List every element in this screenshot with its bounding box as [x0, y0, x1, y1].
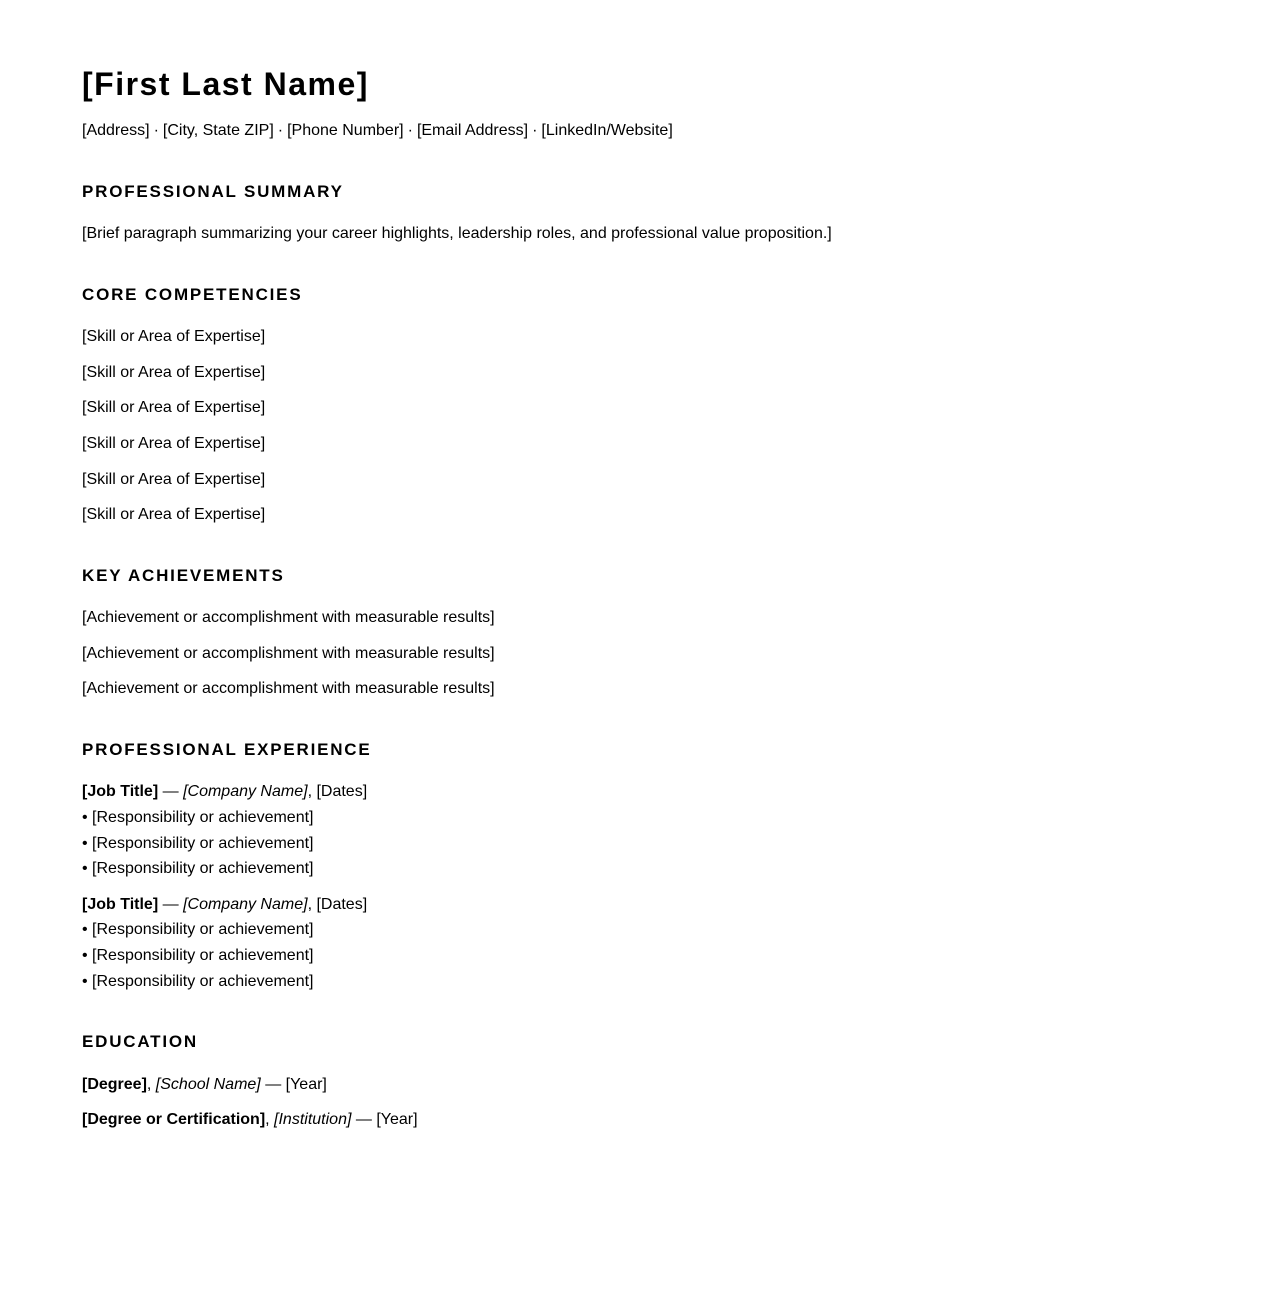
education-entry: [Degree or Certification], [Institution] — [Year]	[82, 1111, 418, 1128]
job-bullet: • [Responsibility or achievement]	[82, 973, 314, 990]
contact-separator: ·	[407, 122, 413, 139]
contact-email: [Email Address]	[416, 122, 529, 139]
contact-separator: ·	[277, 122, 284, 139]
contact-city-state-zip: [City, State ZIP]	[162, 122, 274, 139]
experience-heading: PROFESSIONAL EXPERIENCE	[82, 740, 372, 759]
institution-name: [Institution]	[274, 1111, 352, 1128]
competency-item: [Skill or Area of Expertise]	[82, 435, 266, 452]
summary-heading: PROFESSIONAL SUMMARY	[82, 182, 344, 201]
achievement-item: [Achievement or accomplishment with measurable results]	[82, 609, 495, 626]
job-dates: [Dates]	[316, 896, 368, 913]
job-bullet: • [Responsibility or achievement]	[82, 860, 314, 877]
competency-item: [Skill or Area of Expertise]	[82, 399, 266, 416]
contact-separator: ·	[153, 122, 159, 139]
contact-phone: [Phone Number]	[287, 122, 404, 139]
candidate-name: [First Last Name]	[82, 66, 369, 102]
job-title: [Job Title]	[82, 783, 159, 800]
education-heading: EDUCATION	[82, 1032, 198, 1051]
achievement-item: [Achievement or accomplishment with measurable results]	[82, 680, 495, 697]
achievement-item: [Achievement or accomplishment with measurable results]	[82, 645, 495, 662]
job-dash: —	[162, 896, 179, 913]
job-title: [Job Title]	[82, 896, 159, 913]
contact-separator: ·	[532, 122, 538, 139]
competency-item: [Skill or Area of Expertise]	[82, 328, 266, 345]
achievements-heading: KEY ACHIEVEMENTS	[82, 566, 285, 585]
education-year: [Year]	[285, 1076, 327, 1093]
competency-item: [Skill or Area of Expertise]	[82, 364, 266, 381]
job-dash: —	[162, 783, 179, 800]
company-name: [Company Name]	[183, 783, 308, 800]
job-bullet: • [Responsibility or achievement]	[82, 947, 314, 964]
contact-linkedin-website: [LinkedIn/Website]	[541, 122, 673, 139]
company-name: [Company Name]	[183, 896, 308, 913]
summary-text: [Brief paragraph summarizing your career highlights, leadership roles, and professional value proposition.]	[82, 225, 832, 242]
competencies-heading: CORE COMPETENCIES	[82, 285, 303, 304]
degree: [Degree or Certification]	[82, 1111, 266, 1128]
education-entry: [Degree], [School Name] — [Year]	[82, 1076, 327, 1093]
contact-line	[82, 121, 673, 141]
job-bullet: • [Responsibility or achievement]	[82, 921, 314, 938]
job-header: [Job Title] — [Company Name], [Dates]	[82, 783, 368, 800]
education-year: [Year]	[376, 1111, 418, 1128]
education-dash: —	[265, 1076, 282, 1093]
degree: [Degree]	[82, 1076, 147, 1093]
education-dash: —	[355, 1111, 372, 1128]
competency-item: [Skill or Area of Expertise]	[82, 471, 266, 488]
job-bullet: • [Responsibility or achievement]	[82, 835, 314, 852]
contact-address: [Address]	[82, 122, 150, 139]
job-header: [Job Title] — [Company Name], [Dates]	[82, 896, 368, 913]
competency-item: [Skill or Area of Expertise]	[82, 506, 266, 523]
school-name: [School Name]	[155, 1076, 261, 1093]
job-dates: [Dates]	[316, 783, 368, 800]
job-bullet: • [Responsibility or achievement]	[82, 809, 314, 826]
